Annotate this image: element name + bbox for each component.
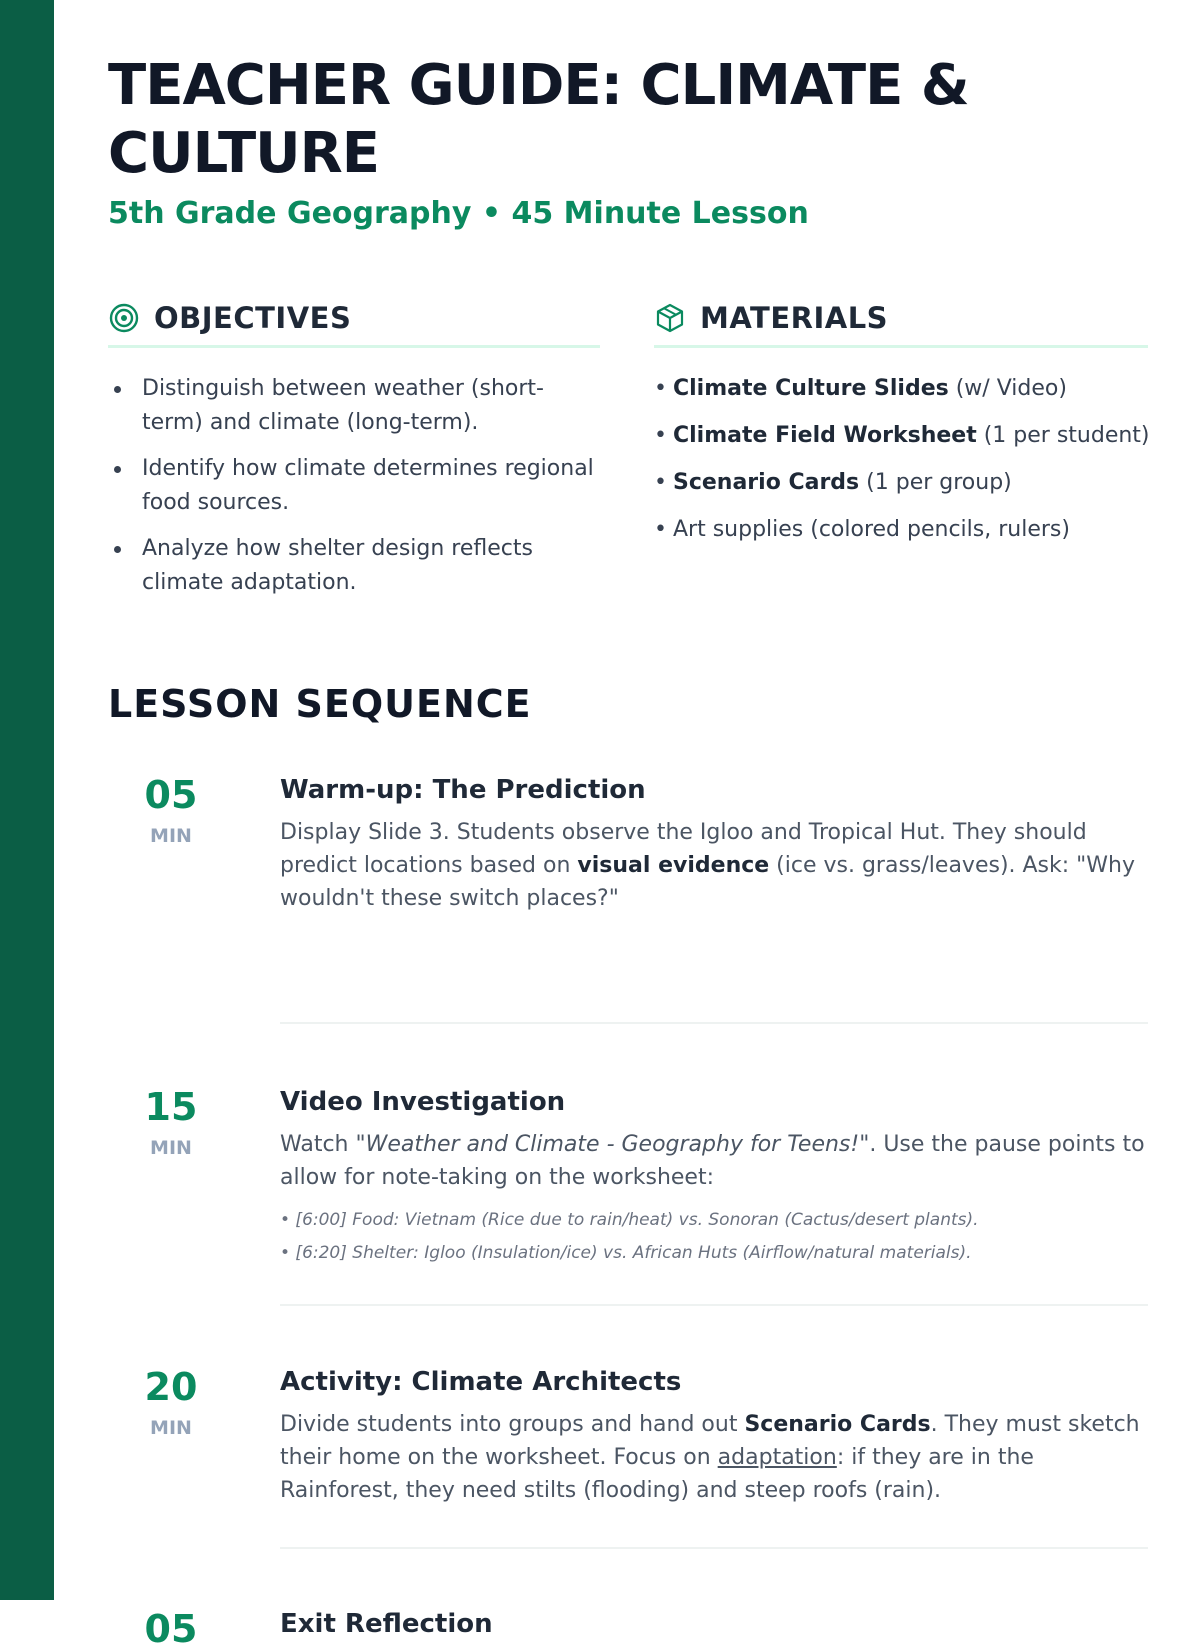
page-title: TEACHER GUIDE: CLIMATE & CULTURE (108, 53, 969, 186)
step-title: Exit Reflection (280, 1609, 493, 1639)
materials-list (654, 372, 1148, 547)
objective-item: Distinguish between weather (short-term) and climate (long-term). (108, 372, 600, 440)
step-unit: MIN (150, 1137, 192, 1159)
step-title: Activity: Climate Architects (280, 1367, 682, 1397)
step-duration (128, 772, 214, 850)
step-body (280, 772, 1148, 915)
step-divider (280, 1547, 1148, 1549)
materials-header (654, 300, 1148, 348)
material-item: • Climate Culture Slides (w/ Video) (654, 376, 1067, 401)
pause-points-list (280, 1204, 1148, 1270)
step-divider (280, 1304, 1148, 1306)
pause-point: • [6:00] Food: Vietnam (Rice due to rain/heat) vs. Sonoran (Cactus/desert plants). (280, 1210, 979, 1230)
step-duration (128, 1084, 214, 1162)
step-description: Watch "Weather and Climate - Geography for Teens!". Use the pause points to allow for note-taking on the worksheet: (280, 1132, 1145, 1190)
step-title: Warm-up: The Prediction (280, 775, 646, 805)
material-name: Climate Field Worksheet (672, 423, 977, 448)
material-note: Art supplies (colored pencils, rulers) (672, 517, 1070, 542)
objectives-heading: OBJECTIVES (154, 300, 352, 335)
step-duration (128, 1364, 214, 1442)
materials-section (654, 300, 1148, 560)
step-description: Display Slide 3. Students observe the Igloo and Tropical Hut. They should predict locations based on visual evidence (ice vs. grass/leaves). Ask: "Why wouldn't these switch places?" (280, 820, 1136, 911)
step-title: Video Investigation (280, 1087, 566, 1117)
objective-item: Identify how climate determines regional food sources. (108, 452, 600, 520)
objective-item: Analyze how shelter design reflects climate adaptation. (108, 532, 600, 600)
material-note: (w/ Video) (948, 376, 1067, 401)
objectives-header (108, 300, 600, 348)
objectives-section (108, 300, 600, 612)
material-item: • Climate Field Worksheet (1 per student) (654, 423, 1150, 448)
material-item: • Scenario Cards (1 per group) (654, 470, 1012, 495)
page-subtitle: 5th Grade Geography • 45 Minute Lesson (108, 196, 809, 231)
step-body (280, 1084, 1148, 1270)
material-note: (1 per student) (976, 423, 1150, 448)
step-unit: MIN (150, 1417, 192, 1439)
step-description: Divide students into groups and hand out Scenario Cards. They must sketch their home on the worksheet. Focus on adaptation: if they are in the Rainforest, they need stilts (flooding) and steep roofs (rain). (280, 1412, 1140, 1503)
step-body (280, 1606, 1148, 1642)
sidebar-accent (0, 0, 54, 1600)
material-note: (1 per group) (859, 470, 1012, 495)
material-name: Climate Culture Slides (672, 376, 949, 401)
step-minutes: 05 (144, 1607, 198, 1651)
pause-point: • [6:20] Shelter: Igloo (Insulation/ice) vs. African Huts (Airflow/natural materials). (280, 1243, 972, 1263)
step-minutes: 15 (144, 1085, 198, 1129)
step-minutes: 05 (144, 773, 198, 817)
step-body (280, 1364, 1148, 1507)
objectives-list (108, 372, 600, 600)
step-unit: MIN (150, 825, 192, 847)
lesson-sequence-heading: LESSON SEQUENCE (108, 682, 532, 726)
document (108, 52, 1150, 1651)
step-duration (128, 1606, 214, 1652)
step-minutes: 20 (144, 1365, 198, 1409)
step-divider (280, 1022, 1148, 1024)
material-item: • Art supplies (colored pencils, rulers) (654, 517, 1070, 542)
target-icon (108, 302, 140, 334)
materials-heading: MATERIALS (700, 300, 889, 335)
material-name: Scenario Cards (672, 470, 860, 495)
box-icon (654, 302, 686, 334)
